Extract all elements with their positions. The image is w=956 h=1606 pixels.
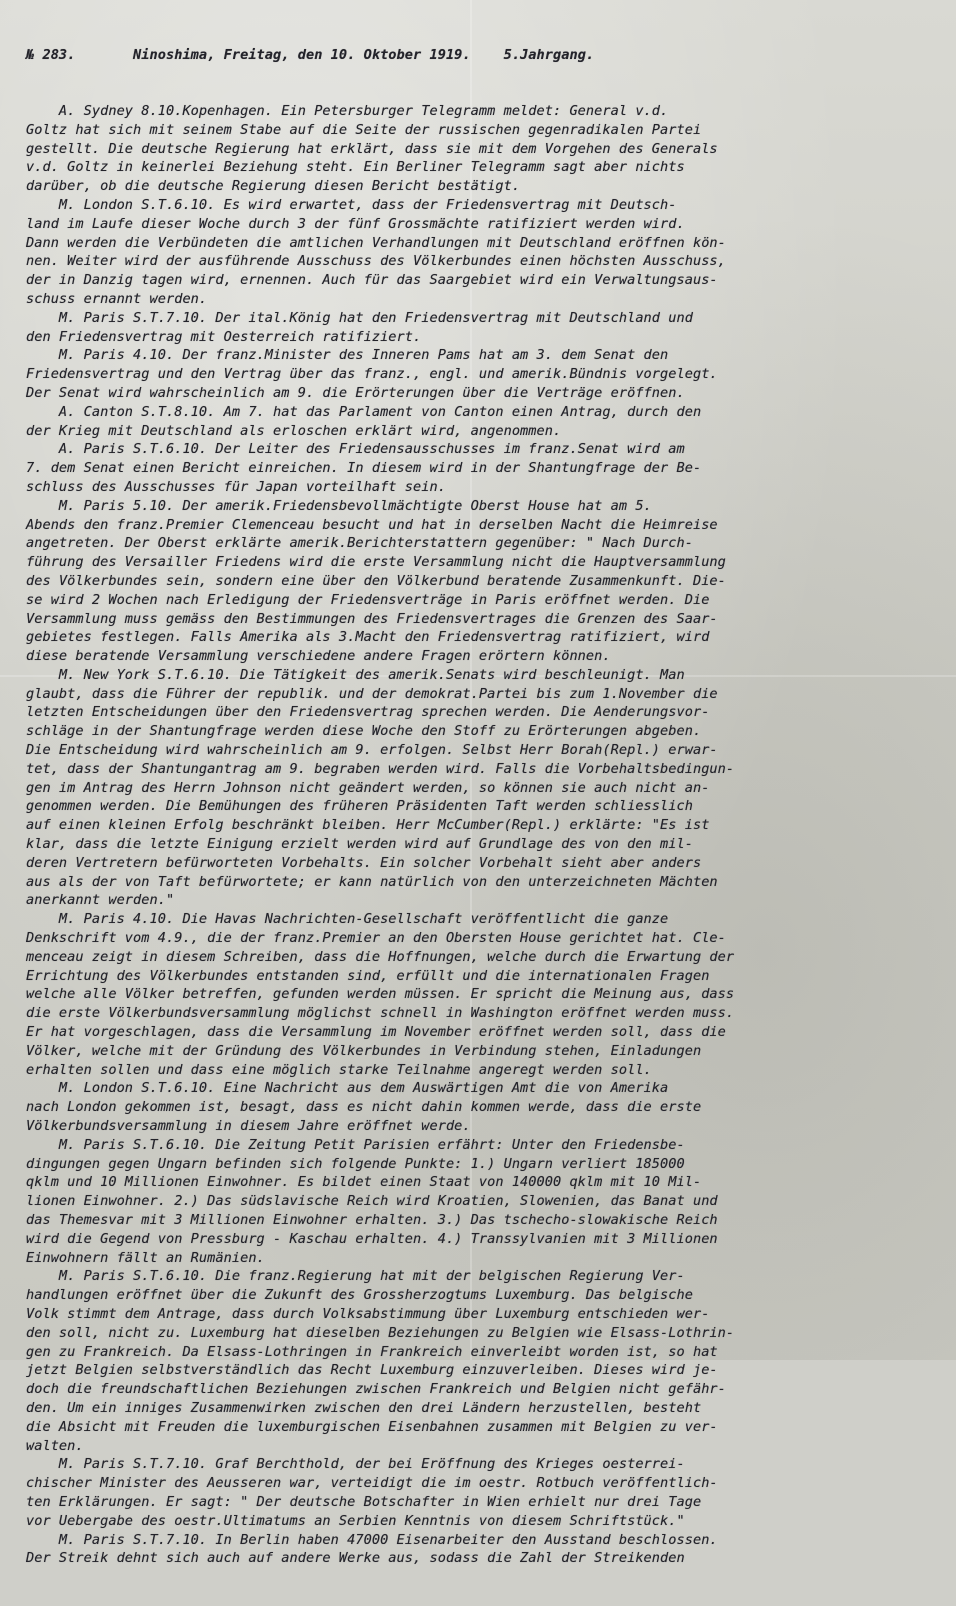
- text-line: tet, dass der Shantungantrag am 9. begraben werden wird. Falls die Vorbehaltsbedingun-: [26, 760, 735, 777]
- text-line: anerkannt werden.": [26, 892, 175, 909]
- text-line: chischer Minister des Aeusseren war, verteidigt die im oestr. Rotbuch veröffentlich-: [26, 1475, 718, 1492]
- text-line: führung des Versailler Friedens wird die erste Versammlung nicht die Hauptversammlung: [26, 554, 726, 571]
- text-line: Dann werden die Verbündeten die amtlichen Verhandlungen mit Deutschland eröffnen kön-: [26, 234, 726, 251]
- text-line: M. Paris 4.10. Der franz.Minister des Inneren Pams hat am 3. dem Senat den: [26, 347, 669, 364]
- text-line: Einwohnern fällt an Rumänien.: [26, 1249, 265, 1266]
- text-line: der in Danzig tagen wird, ernennen. Auch für das Saargebiet wird ein Verwaltungsaus-: [26, 272, 718, 289]
- text-line: walten.: [26, 1437, 84, 1454]
- text-line: gen zu Frankreich. Da Elsass-Lothringen in Frankreich einverleibt worden ist, so hat: [26, 1343, 718, 1360]
- text-line: lionen Einwohner. 2.) Das südslavische Reich wird Kroatien, Slowenien, das Banat und: [26, 1193, 718, 1210]
- text-line: genommen werden. Die Bemühungen des früheren Präsidenten Taft werden schliesslich: [26, 798, 693, 815]
- text-line: die erste Völkerbundsversammlung möglichst schnell in Washington eröffnet werden muss.: [26, 1005, 735, 1022]
- text-line: M. Paris S.T.6.10. Die Zeitung Petit Parisien erfährt: Unter den Friedensbe-: [26, 1136, 685, 1153]
- text-line: deren Vertretern befürworteten Vorbehalts. Ein solcher Vorbehalt sieht aber anders: [26, 854, 702, 871]
- text-line: A. Paris S.T.6.10. Der Leiter des Friedensausschusses im franz.Senat wird am: [26, 441, 685, 458]
- text-line: v.d. Goltz in keinerlei Beziehung steht. Ein Berliner Telegramm sagt aber nichts: [26, 159, 685, 176]
- text-line: Der Streik dehnt sich auch auf andere Werke aus, sodass die Zahl der Streikenden: [26, 1550, 685, 1567]
- text-line: doch die freundschaftlichen Beziehungen zwischen Frankreich und Belgien nicht gefähr-: [26, 1381, 726, 1398]
- text-line: ten Erklärungen. Er sagt: " Der deutsche Botschafter in Wien erhielt nur drei Tage: [26, 1493, 702, 1510]
- issue-number: № 283.: [26, 46, 76, 63]
- text-line: den. Um ein inniges Zusammenwirken zwischen den drei Ländern herzustellen, besteht: [26, 1399, 702, 1416]
- body-lines: [26, 102, 946, 1568]
- text-line: A. Sydney 8.10.Kopenhagen. Ein Petersburger Telegramm meldet: General v.d.: [26, 102, 669, 119]
- text-line: M. Paris S.T.7.10. Graf Berchthold, der bei Eröffnung des Krieges oesterrei-: [26, 1456, 685, 1473]
- text-line: M. Paris S.T.7.10. Der ital.König hat den Friedensvertrag mit Deutschland und: [26, 309, 693, 326]
- text-line: den Friedensvertrag mit Oesterreich ratifiziert.: [26, 328, 422, 345]
- text-line: Errichtung des Völkerbundes entstanden sind, erfüllt und die internationalen Fragen: [26, 967, 710, 984]
- text-line: A. Canton S.T.8.10. Am 7. hat das Parlament von Canton einen Antrag, durch den: [26, 403, 702, 420]
- text-line: letzten Entscheidungen über den Friedensvertrag sprechen werden. Die Aenderungsvor-: [26, 704, 710, 721]
- text-line: des Völkerbundes sein, sondern eine über den Völkerbund beratende Zusammenkunft. Die-: [26, 572, 726, 589]
- text-line: auf einen kleinen Erfolg beschränkt bleiben. Herr McCumber(Repl.) erklärte: "Es ist: [26, 817, 710, 834]
- text-line: M. Paris S.T.7.10. In Berlin haben 47000 Eisenarbeiter den Ausstand beschlossen.: [26, 1531, 718, 1548]
- text-line: M. London S.T.6.10. Es wird erwartet, dass der Friedensvertrag mit Deutsch-: [26, 196, 677, 213]
- text-line: angetreten. Der Oberst erklärte amerik.Berichterstattern gegenüber: " Nach Durch-: [26, 535, 693, 552]
- text-line: 7. dem Senat einen Bericht einreichen. In diesem wird in der Shantungfrage der Be-: [26, 460, 702, 477]
- text-line: der Krieg mit Deutschland als erloschen erklärt wird, angenommen.: [26, 422, 562, 439]
- text-line: nach London gekommen ist, besagt, dass es nicht dahin kommen werde, dass die erste: [26, 1099, 702, 1116]
- text-line: M. Paris S.T.6.10. Die franz.Regierung hat mit der belgischen Regierung Ver-: [26, 1268, 685, 1285]
- text-line: das Themesvar mit 3 Millionen Einwohner erhalten. 3.) Das tschecho-slowakische Reich: [26, 1212, 718, 1228]
- text-line: den soll, nicht zu. Luxemburg hat dieselben Beziehungen zu Belgien wie Elsass-Lothrin-: [26, 1324, 735, 1341]
- text-line: wird die Gegend von Pressburg - Kaschau erhalten. 4.) Transsylvanien mit 3 Millionen: [26, 1230, 718, 1247]
- text-line: vor Uebergabe des oestr.Ultimatums an Serbien Kenntnis von diesem Schriftstück.": [26, 1512, 685, 1529]
- text-line: schluss des Ausschusses für Japan vorteilhaft sein.: [26, 478, 446, 495]
- text-line: Er hat vorgeschlagen, dass die Versammlung im November eröffnet werden soll, dass die: [26, 1024, 726, 1041]
- text-line: diese beratende Versammlung verschiedene andere Fragen erörtern können.: [26, 648, 611, 665]
- text-line: Völker, welche mit der Gründung des Völkerbundes in Verbindung stehen, Einladungen: [26, 1042, 702, 1059]
- page-text: [26, 8, 946, 1606]
- text-line: M. London S.T.6.10. Eine Nachricht aus dem Auswärtigen Amt die von Amerika: [26, 1080, 669, 1097]
- text-line: dingungen gegen Ungarn befinden sich folgende Punkte: 1.) Ungarn verliert 185000: [26, 1155, 685, 1172]
- text-line: Völkerbundsversammlung in diesem Jahre eröffnet werde.: [26, 1118, 471, 1135]
- page-header: [26, 46, 946, 65]
- text-line: Friedensvertrag und den Vertrag über das franz., engl. und amerik.Bündnis vorgelegt.: [26, 366, 718, 383]
- text-line: nen. Weiter wird der ausführende Ausschuss des Völkerbundes einen höchsten Ausschuss,: [26, 253, 726, 270]
- text-line: Goltz hat sich mit seinem Stabe auf die Seite der russischen gegenradikalen Partei: [26, 121, 702, 138]
- text-line: Der Senat wird wahrscheinlich am 9. die Erörterungen über die Verträge eröffnen.: [26, 384, 685, 401]
- text-line: darüber, ob die deutsche Regierung diesen Bericht bestätigt.: [26, 178, 521, 195]
- text-line: Volk stimmt dem Antrage, dass durch Volksabstimmung über Luxemburg entschieden wer-: [26, 1305, 710, 1322]
- text-line: klar, dass die letzte Einigung erzielt werden wird auf Grundlage des von den mil-: [26, 836, 693, 853]
- text-line: M. Paris 5.10. Der amerik.Friedensbevollmächtigte Oberst House hat am 5.: [26, 497, 652, 514]
- text-line: erhalten sollen und dass eine möglich starke Teilnahme angeregt werden soll.: [26, 1061, 652, 1078]
- text-line: land im Laufe dieser Woche durch 3 der fünf Grossmächte ratifiziert werden wird.: [26, 215, 685, 232]
- text-line: Abends den franz.Premier Clemenceau besucht und hat in derselben Nacht die Heimreise: [26, 516, 718, 533]
- text-line: jetzt Belgien selbstverständlich das Recht Luxemburg einzuverleiben. Dieses wird je-: [26, 1362, 718, 1379]
- text-line: Die Entscheidung wird wahrscheinlich am 9. erfolgen. Selbst Herr Borah(Repl.) erwar-: [26, 742, 718, 759]
- text-line: M. Paris 4.10. Die Havas Nachrichten-Gesellschaft veröffentlicht die ganze: [26, 911, 669, 928]
- text-line: Denkschrift vom 4.9., die der franz.Premier an den Obersten House gerichtet hat. Cle-: [26, 930, 726, 947]
- text-line: menceau zeigt in diesem Schreiben, dass die Hoffnungen, welche durch die Erwartung der: [26, 948, 735, 965]
- text-line: M. New York S.T.6.10. Die Tätigkeit des amerik.Senats wird beschleunigt. Man: [26, 666, 685, 683]
- text-line: gestellt. Die deutsche Regierung hat erklärt, dass sie mit dem Vorgehen des Generals: [26, 140, 718, 157]
- dateline: Ninoshima, Freitag, den 10. Oktober 1919.: [133, 46, 471, 63]
- text-line: handlungen eröffnet über die Zukunft des Grossherzogtums Luxemburg. Das belgische: [26, 1287, 693, 1304]
- text-line: Versammlung muss gemäss den Bestimmungen des Friedensvertrages die Grenzen des Saar-: [26, 610, 718, 627]
- text-line: schuss ernannt werden.: [26, 290, 208, 307]
- text-line: glaubt, dass die Führer der republik. und der demokrat.Partei bis zum 1.November die: [26, 685, 718, 702]
- text-line: aus als der von Taft befürwortete; er kann natürlich von den unterzeichneten Mächten: [26, 873, 718, 890]
- text-line: qklm und 10 Millionen Einwohner. Es bildet einen Staat von 140000 qklm mit 10 Mil-: [26, 1174, 702, 1191]
- text-line: gebietes festlegen. Falls Amerika als 3.Macht den Friedensvertrag ratifiziert, wird: [26, 629, 710, 646]
- text-line: welche alle Völker betreffen, gefunden werden müssen. Er spricht die Meinung aus, dass: [26, 986, 735, 1003]
- text-line: gen im Antrag des Herrn Johnson nicht geändert werden, so können sie auch nicht an-: [26, 779, 710, 796]
- text-line: die Absicht mit Freuden die luxemburgischen Eisenbahnen zusammen mit Belgien zu ver-: [26, 1418, 718, 1435]
- text-line: se wird 2 Wochen nach Erledigung der Friedensverträge in Paris eröffnet werden. Die: [26, 591, 710, 608]
- text-line: schläge in der Shantungfrage werden diese Woche den Stoff zu Erörterungen abgeben.: [26, 723, 702, 740]
- volume: 5.Jahrgang.: [503, 46, 595, 63]
